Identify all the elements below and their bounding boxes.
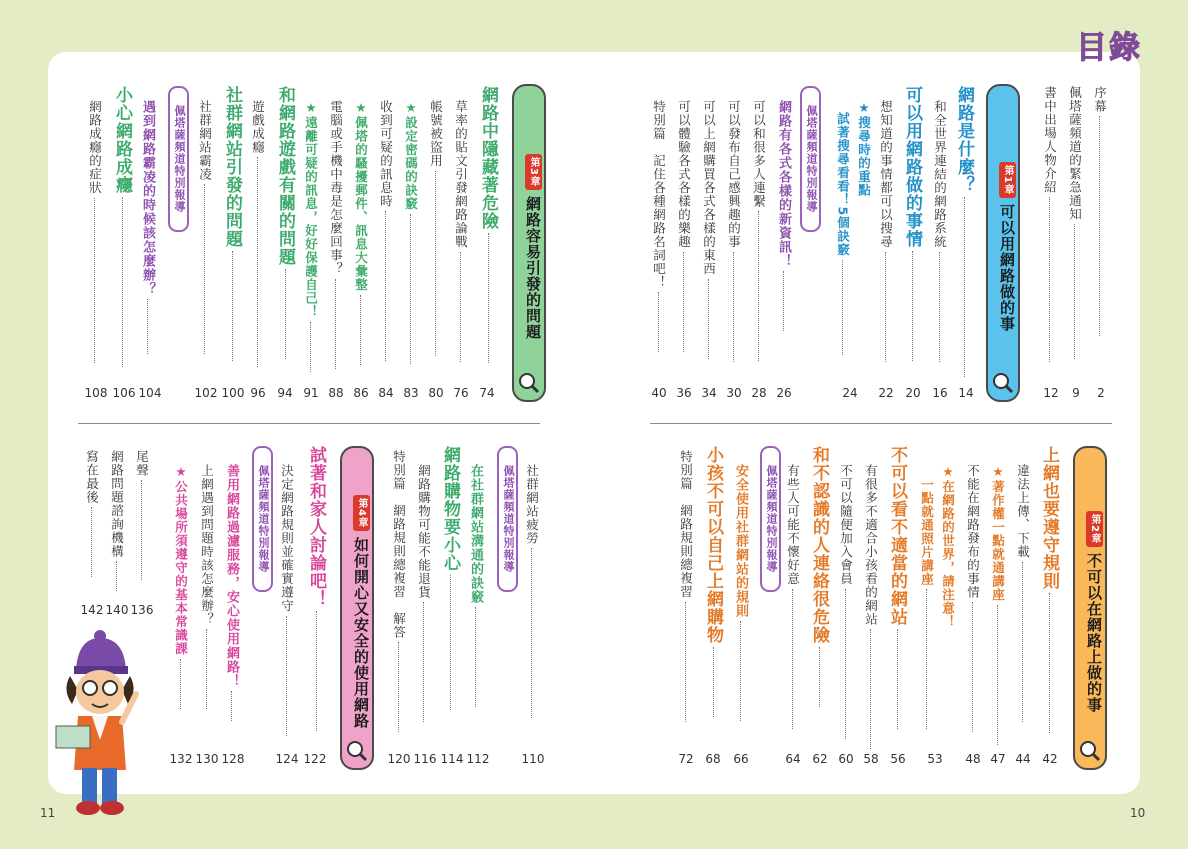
toc-entry[interactable]: 可以發布自己感興趣的事 (727, 100, 740, 381)
toc-entry[interactable]: 一點就通照片講座 (920, 478, 933, 744)
page-ref: 100 (221, 386, 245, 400)
toc-entry[interactable]: 網路有各式各樣的新資訊！ (777, 100, 790, 381)
page-ref: 116 (413, 752, 437, 766)
page-ref: 136 (130, 603, 154, 617)
page-ref: 114 (440, 752, 464, 766)
page-ref: 44 (1015, 752, 1031, 766)
page-ref: 60 (838, 752, 854, 766)
toc-entry[interactable]: 網路成癮的症狀 (88, 100, 101, 381)
toc-entry[interactable]: 寫在最後 (85, 450, 98, 594)
divider-left (78, 423, 540, 424)
page-ref: 53 (927, 752, 943, 766)
chapter-title: 如何開心又安全的使用網路 (352, 536, 370, 729)
toc-entry[interactable]: 在社群網站溝通的訣竅 (469, 464, 482, 744)
page-ref: 112 (466, 752, 490, 766)
toc-entry[interactable]: 遊戲成癮 (251, 100, 264, 381)
toc-section[interactable]: 小心網路成癮 (113, 86, 130, 381)
toc-entry[interactable]: 有些人可能不懷好意 (786, 464, 799, 744)
page-ref: 28 (751, 386, 767, 400)
page-ref: 106 (112, 386, 136, 400)
chapter-badge: 第1章 (999, 162, 1016, 198)
chapter-1-banner[interactable] (986, 84, 1020, 402)
magnifier-icon (346, 740, 368, 762)
character-illustration (52, 630, 142, 820)
toc-entry[interactable]: 特別篇 記住各種網路名詞吧！ (652, 100, 665, 381)
page-ref: 22 (878, 386, 894, 400)
page-ref: 47 (990, 752, 1006, 766)
toc-entry[interactable]: ★設定密碼的訣竅 (404, 100, 417, 381)
page-ref: 58 (863, 752, 879, 766)
page-ref: 140 (105, 603, 129, 617)
magnifier-icon (1079, 740, 1101, 762)
special-report-tag: 佩塔薩頻道特別報導 (760, 446, 781, 592)
page-ref: 24 (842, 386, 858, 400)
page-ref: 84 (378, 386, 394, 400)
toc-section[interactable]: 網路中隱藏著危險 (479, 86, 496, 381)
page-ref: 108 (84, 386, 108, 400)
toc-entry[interactable]: 不能在網路發布的事情 (966, 464, 979, 744)
toc-section[interactable]: 試著和家人討論吧！ (307, 446, 324, 744)
chapter-3-banner[interactable] (512, 84, 546, 402)
chapter-4-banner[interactable] (340, 446, 374, 770)
page-ref: 68 (705, 752, 721, 766)
toc-section[interactable]: 和不認識的人連絡很危險 (810, 446, 827, 744)
page-ref: 62 (812, 752, 828, 766)
toc-section[interactable]: 網路是什麼？ (955, 86, 972, 381)
toc-entry[interactable]: ★佩塔的騷擾郵件、訊息大彙整 (354, 100, 367, 381)
toc-entry[interactable]: 特別篇 網路規則總複習 解答 (392, 450, 405, 744)
toc-entry[interactable]: ★公共場所須遵守的基本常識課 (174, 464, 187, 744)
magnifier-icon (992, 372, 1014, 394)
magnifier-icon (518, 372, 540, 394)
toc-entry[interactable]: ★著作權一點就通講座 (991, 464, 1004, 744)
page-ref: 132 (169, 752, 193, 766)
chapter-title: 網路容易引發的問題 (524, 195, 542, 340)
page-ref: 96 (250, 386, 266, 400)
toc-section[interactable]: 和網路遊戲有關的問題 (276, 86, 293, 381)
page-number-right: 10 (1130, 806, 1146, 820)
toc-entry[interactable]: 可以上網購買各式各樣的東西 (702, 100, 715, 381)
toc-entry[interactable]: 尾聲 (135, 450, 148, 594)
page-ref: 16 (932, 386, 948, 400)
toc-section[interactable]: 小孩不可以自己上網購物 (704, 446, 721, 744)
toc-entry[interactable]: 試著搜尋看看！5個訣竅 (836, 112, 849, 381)
chapter-badge: 第4章 (353, 495, 370, 531)
page-ref: 74 (479, 386, 495, 400)
chapter-title: 可以用網路做的事 (998, 203, 1016, 332)
page-ref: 2 (1097, 386, 1105, 400)
page-ref: 94 (277, 386, 293, 400)
toc-entry[interactable]: ★搜尋時的重點 (856, 100, 872, 197)
page-ref: 102 (194, 386, 218, 400)
page-ref: 124 (275, 752, 299, 766)
toc-entry[interactable]: 網路購物可能不能退貨 (417, 464, 430, 744)
chapter-badge: 第2章 (1086, 511, 1103, 547)
page-ref: 130 (195, 752, 219, 766)
toc-entry[interactable]: 遇到網路霸凌的時候該怎麼辦？ (141, 100, 154, 381)
toc-section[interactable]: 網路購物要小心 (441, 446, 458, 744)
toc-entry[interactable]: 上網遇到問題時該怎麼辦？ (200, 464, 213, 744)
toc-entry[interactable]: 特別篇 網路規則總複習 (679, 450, 692, 744)
page-ref: 36 (676, 386, 692, 400)
page-ref: 9 (1072, 386, 1080, 400)
toc-entry[interactable]: 安全使用社群網站的規則 (734, 464, 747, 744)
page-ref: 120 (387, 752, 411, 766)
toc-title: 目錄 (1076, 30, 1142, 66)
toc-section[interactable]: 不可以看不適當的網站 (888, 446, 905, 744)
divider-right (650, 423, 1112, 424)
page-ref: 30 (726, 386, 742, 400)
toc-entry[interactable]: 決定網路規則並確實遵守 (280, 464, 293, 744)
page-ref: 104 (138, 386, 162, 400)
toc-section[interactable]: 社群網站引發的問題 (223, 86, 240, 381)
page-ref: 128 (221, 752, 245, 766)
toc-entry[interactable]: 序幕 (1093, 86, 1106, 381)
toc-entry[interactable]: 電腦或手機中毒是怎麼回事？ (329, 100, 342, 381)
toc-entry[interactable]: 社群網站霸凌 (198, 100, 211, 381)
chapter-2-banner[interactable] (1073, 446, 1107, 770)
toc-entry[interactable]: 不可以隨便加入會員 (839, 464, 852, 744)
page-ref: 20 (905, 386, 921, 400)
toc-entry[interactable]: 網路問題諮詢機構 (110, 450, 123, 594)
page-ref: 64 (785, 752, 801, 766)
toc-entry[interactable]: 有很多不適合小孩看的網站 (864, 464, 877, 744)
chapter-badge: 第3章 (525, 154, 542, 190)
page-ref: 80 (428, 386, 444, 400)
toc-entry[interactable]: 帳號被盜用 (429, 100, 442, 381)
page-ref: 72 (678, 752, 694, 766)
toc-entry[interactable]: ★在網路的世界，請注意！ (940, 464, 956, 629)
page-ref: 142 (80, 603, 104, 617)
toc-section[interactable]: 可以用網路做的事情 (903, 86, 920, 381)
page-ref: 14 (958, 386, 974, 400)
page-ref: 12 (1043, 386, 1059, 400)
toc-entry[interactable]: 佩塔薩頻道的緊急通知 (1068, 86, 1081, 381)
toc-entry[interactable]: 善用網路過濾服務，安心使用網路！ (225, 464, 238, 744)
toc-entry[interactable]: 書中出場人物介紹 (1043, 86, 1056, 381)
toc-entry[interactable]: 可以體驗各式各樣的樂趣 (677, 100, 690, 381)
special-report-tag: 佩塔薩頻道特別報導 (497, 446, 518, 592)
page-ref: 76 (453, 386, 469, 400)
page-ref: 83 (403, 386, 419, 400)
toc-entry[interactable]: 收到可疑的訊息時 (379, 100, 392, 381)
page-ref: 40 (651, 386, 667, 400)
toc-entry[interactable]: 違法上傳、下載 (1016, 464, 1029, 744)
page-ref: 91 (303, 386, 319, 400)
toc-section[interactable]: 上網也要遵守規則 (1040, 446, 1057, 744)
toc-entry[interactable]: 想知道的事情都可以搜尋 (879, 100, 892, 381)
toc-entry[interactable]: 和全世界連結的網路系統 (933, 100, 946, 381)
chapter-title: 不可以在網路上做的事 (1085, 552, 1103, 713)
page-number-left: 11 (40, 806, 56, 820)
special-report-tag: 佩塔薩頻道特別報導 (800, 86, 821, 232)
toc-entry[interactable]: ★遠離可疑的訊息，好好保護自己！ (304, 100, 317, 381)
page-ref: 42 (1042, 752, 1058, 766)
page-ref: 122 (303, 752, 327, 766)
page-ref: 86 (353, 386, 369, 400)
page-ref: 34 (701, 386, 717, 400)
page-ref: 26 (776, 386, 792, 400)
special-report-tag: 佩塔薩頻道特別報導 (252, 446, 273, 592)
page-ref: 48 (965, 752, 981, 766)
toc-entry[interactable]: 可以和很多人連繫 (752, 100, 765, 381)
page-ref: 66 (733, 752, 749, 766)
page-ref: 110 (521, 752, 545, 766)
page-ref: 88 (328, 386, 344, 400)
special-report-tag: 佩塔薩頻道特別報導 (168, 86, 189, 232)
toc-entry[interactable]: 草率的貼文引發網路論戰 (454, 100, 467, 381)
page-ref: 56 (890, 752, 906, 766)
toc-entry[interactable]: 社群網站疲勞 (525, 464, 538, 744)
